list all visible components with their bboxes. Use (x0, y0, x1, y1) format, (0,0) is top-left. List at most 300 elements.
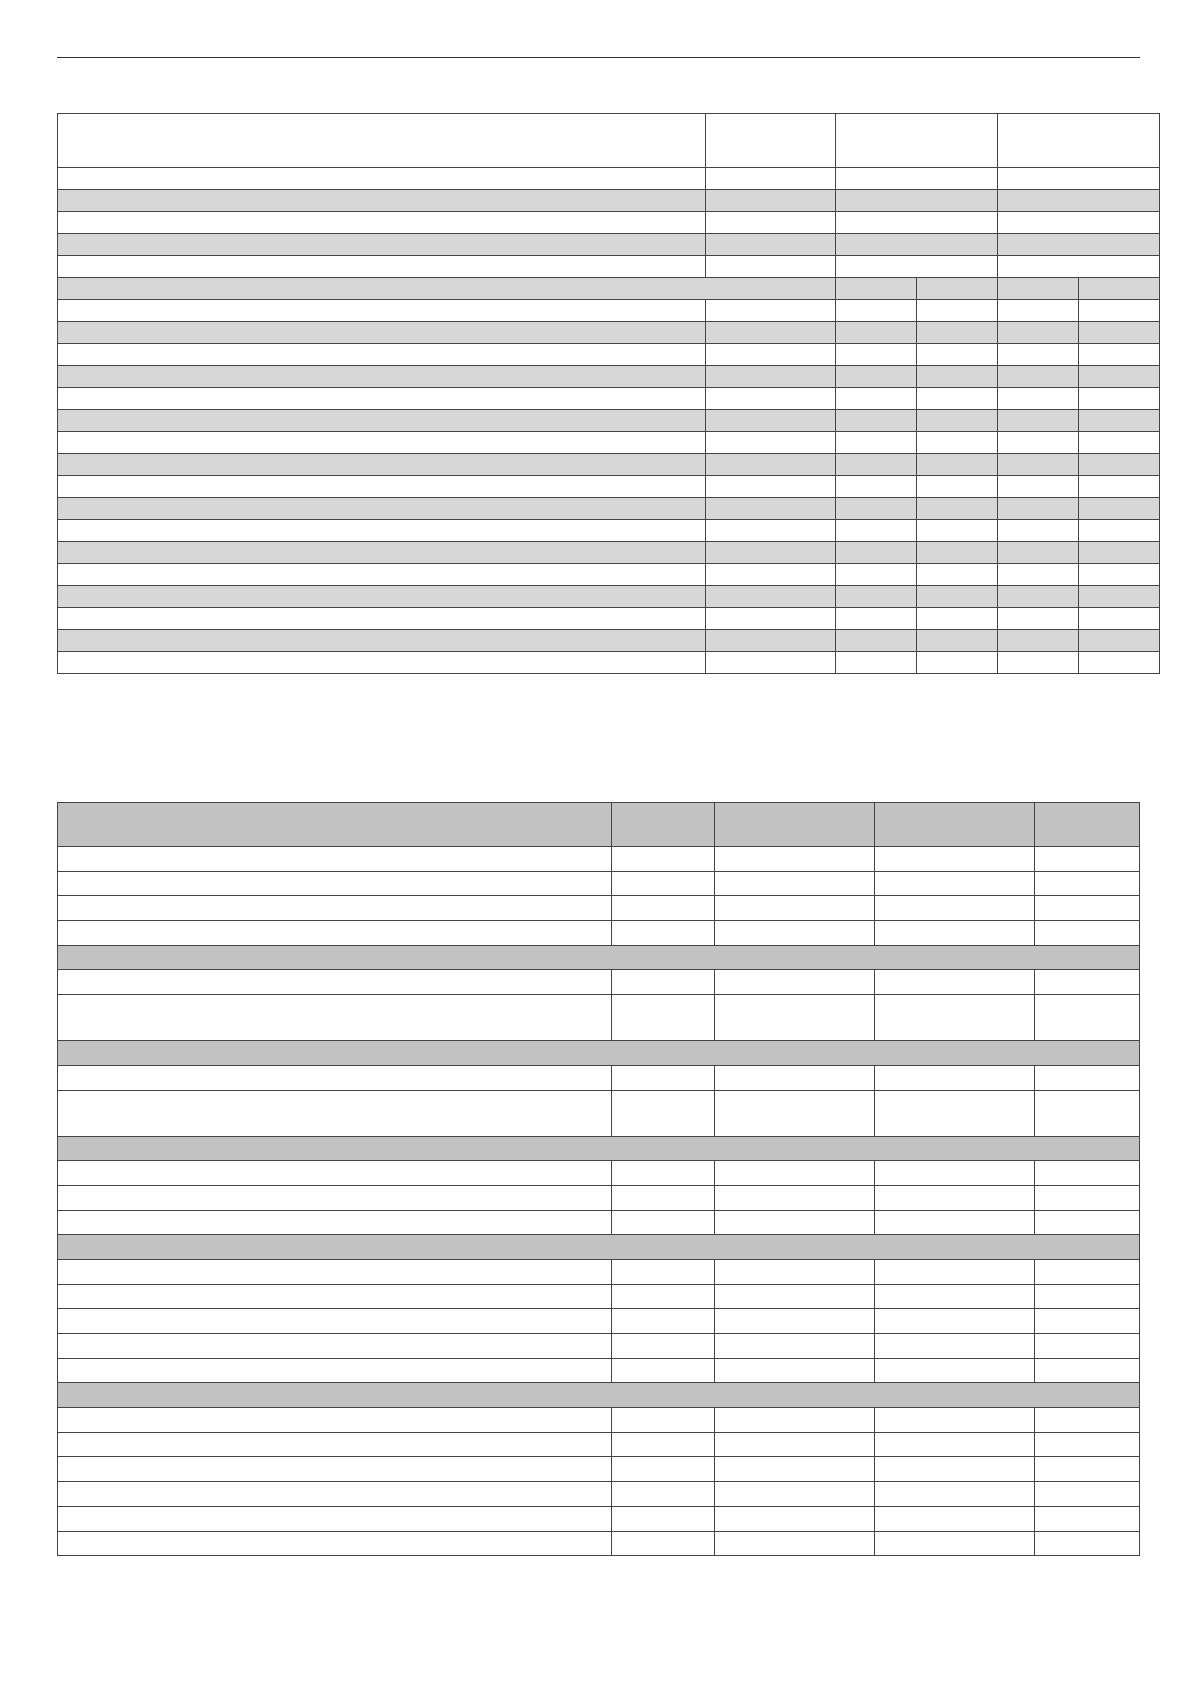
table-cell (715, 871, 875, 896)
table-cell (917, 300, 998, 322)
table-row (58, 564, 1160, 586)
table-cell (836, 300, 917, 322)
table-row (58, 1358, 1140, 1383)
table-cell (836, 344, 917, 366)
table-cell (58, 970, 612, 995)
section-title (58, 1136, 1140, 1161)
table-cell (1035, 1432, 1140, 1457)
table-cell (715, 1408, 875, 1433)
table-row (58, 847, 1140, 872)
table-cell (875, 847, 1035, 872)
table-cell (1035, 1259, 1140, 1284)
header-cell (706, 114, 836, 168)
table-cell (706, 344, 836, 366)
table-cell (875, 1531, 1035, 1556)
table-cell (917, 454, 998, 476)
table-cell (706, 630, 836, 652)
table-cell (715, 921, 875, 946)
table-cell (917, 366, 998, 388)
table-row (58, 608, 1160, 630)
table-cell (706, 322, 836, 344)
table-cell (875, 896, 1035, 921)
table-cell (917, 432, 998, 454)
table-row (58, 970, 1140, 995)
table-row (58, 168, 1160, 190)
table-cell (58, 1531, 612, 1556)
table-row (58, 1210, 1140, 1235)
table-cell (998, 454, 1079, 476)
table-cell (836, 212, 998, 234)
table-row (58, 652, 1160, 674)
table-cell (715, 896, 875, 921)
header-cell (58, 114, 706, 168)
table-cell (715, 1161, 875, 1186)
table-row (58, 388, 1160, 410)
table-cell (58, 1185, 612, 1210)
table-cell (875, 921, 1035, 946)
table-cell (58, 995, 612, 1041)
table-cell (917, 608, 998, 630)
header-cell (715, 803, 875, 847)
table-cell (998, 432, 1079, 454)
table-row (58, 498, 1160, 520)
table-cell (706, 234, 836, 256)
table-cell (1035, 1210, 1140, 1235)
table-cell (58, 1065, 612, 1090)
table-cell (58, 896, 612, 921)
table-cell (706, 542, 836, 564)
subheader-cell (836, 278, 917, 300)
table-2-header-row (58, 803, 1140, 847)
table-cell (58, 586, 706, 608)
table-cell (58, 652, 706, 674)
table-cell (836, 564, 917, 586)
table-cell (58, 212, 706, 234)
table-cell (612, 1259, 715, 1284)
table-cell (612, 847, 715, 872)
table-cell (715, 1309, 875, 1334)
section-header-row (58, 1383, 1140, 1408)
table-cell (998, 630, 1079, 652)
table-cell (998, 234, 1160, 256)
table-cell (875, 1482, 1035, 1507)
table-row (58, 1065, 1140, 1090)
table-row (58, 476, 1160, 498)
table-cell (1035, 1482, 1140, 1507)
table-cell (1035, 921, 1140, 946)
table-cell (612, 1482, 715, 1507)
table-cell (998, 608, 1079, 630)
table-row (58, 1506, 1140, 1531)
table-cell (917, 630, 998, 652)
table-row (58, 1259, 1140, 1284)
table-row (58, 1284, 1140, 1309)
table-cell (706, 586, 836, 608)
table-cell (612, 1185, 715, 1210)
header-cell (58, 803, 612, 847)
section-header-row (58, 1136, 1140, 1161)
table-cell (1079, 630, 1160, 652)
table-cell (706, 190, 836, 212)
table-row (58, 300, 1160, 322)
table-cell (875, 995, 1035, 1041)
table-cell (612, 1432, 715, 1457)
table-cell (58, 520, 706, 542)
table-cell (58, 1090, 612, 1136)
section-title (58, 1041, 1140, 1066)
table-cell (875, 1065, 1035, 1090)
table-cell (917, 498, 998, 520)
table-cell (706, 256, 836, 278)
table-row (58, 995, 1140, 1041)
table-cell (706, 652, 836, 674)
table-cell (1035, 1358, 1140, 1383)
table-cell (1035, 1309, 1140, 1334)
table-cell (58, 432, 706, 454)
table-cell (875, 1358, 1035, 1383)
table-cell (715, 1506, 875, 1531)
table-cell (1079, 344, 1160, 366)
table-cell (836, 234, 998, 256)
table-cell (1079, 586, 1160, 608)
table-cell (836, 586, 917, 608)
table-cell (715, 1284, 875, 1309)
table-cell (58, 1358, 612, 1383)
table-row (58, 1090, 1140, 1136)
table-cell (58, 630, 706, 652)
table-row (58, 1161, 1140, 1186)
table-cell (998, 498, 1079, 520)
table-cell (1079, 388, 1160, 410)
table-cell (706, 168, 836, 190)
table-cell (1035, 847, 1140, 872)
table-cell (58, 921, 612, 946)
table-cell (836, 498, 917, 520)
table-cell (706, 212, 836, 234)
section-title (58, 1235, 1140, 1260)
table-row (58, 630, 1160, 652)
table-row (58, 1432, 1140, 1457)
table-cell (58, 1432, 612, 1457)
table-cell (58, 476, 706, 498)
table-cell (58, 300, 706, 322)
table-cell (875, 1185, 1035, 1210)
table-cell (917, 652, 998, 674)
table-cell (1035, 1334, 1140, 1359)
table-cell (1079, 454, 1160, 476)
table-cell (836, 608, 917, 630)
table-row (58, 212, 1160, 234)
table-cell (715, 1334, 875, 1359)
table-cell (836, 542, 917, 564)
table-cell (875, 1457, 1035, 1482)
table-cell (715, 1065, 875, 1090)
table-row (58, 322, 1160, 344)
table-cell (58, 498, 706, 520)
table-cell (1079, 432, 1160, 454)
table-cell (1035, 1531, 1140, 1556)
header-cell (998, 114, 1160, 168)
table-cell (1035, 1457, 1140, 1482)
table-row (58, 1482, 1140, 1507)
table-cell (1079, 498, 1160, 520)
table-cell (875, 1432, 1035, 1457)
table-cell (58, 1334, 612, 1359)
table-cell (1035, 995, 1140, 1041)
table-cell (998, 366, 1079, 388)
section-header-row (58, 945, 1140, 970)
table-cell (715, 970, 875, 995)
table-cell (1035, 896, 1140, 921)
section-header-row (58, 1041, 1140, 1066)
table-cell (715, 1531, 875, 1556)
table-row (58, 921, 1140, 946)
table-cell (1079, 608, 1160, 630)
table-cell (917, 564, 998, 586)
table-cell (612, 1358, 715, 1383)
section-title (58, 945, 1140, 970)
table-cell (998, 476, 1079, 498)
table-cell (706, 432, 836, 454)
table-cell (917, 322, 998, 344)
table-row (58, 256, 1160, 278)
table-cell (612, 1161, 715, 1186)
table-1-subheader-row (58, 278, 1160, 300)
table-cell (58, 1284, 612, 1309)
table-cell (1035, 1065, 1140, 1090)
table-row (58, 586, 1160, 608)
table-cell (836, 652, 917, 674)
table-row (58, 190, 1160, 212)
table-cell (917, 344, 998, 366)
table-cell (1035, 1090, 1140, 1136)
section-header-row (58, 1235, 1140, 1260)
table-cell (875, 1161, 1035, 1186)
table-cell (917, 542, 998, 564)
table-row (58, 1457, 1140, 1482)
table-cell (875, 1334, 1035, 1359)
table-cell (1035, 1408, 1140, 1433)
table-cell (917, 476, 998, 498)
table-cell (1079, 564, 1160, 586)
table-cell (706, 300, 836, 322)
table-cell (998, 322, 1079, 344)
table-cell (998, 586, 1079, 608)
table-cell (998, 564, 1079, 586)
table-cell (998, 212, 1160, 234)
table-cell (706, 454, 836, 476)
table-cell (836, 322, 917, 344)
table-cell (836, 366, 917, 388)
table-cell (875, 1090, 1035, 1136)
table-cell (917, 388, 998, 410)
table-cell (58, 1408, 612, 1433)
table-1 (57, 113, 1160, 674)
table-cell (998, 168, 1160, 190)
table-row (58, 1185, 1140, 1210)
table-cell (706, 520, 836, 542)
table-cell (998, 388, 1079, 410)
table-cell (1035, 1506, 1140, 1531)
table-cell (836, 476, 917, 498)
table-cell (58, 542, 706, 564)
section-title (58, 1383, 1140, 1408)
table-cell (612, 921, 715, 946)
table-cell (706, 608, 836, 630)
subheader-cell (58, 278, 836, 300)
table-cell (612, 1457, 715, 1482)
header-cell (836, 114, 998, 168)
table-cell (58, 1457, 612, 1482)
table-cell (998, 344, 1079, 366)
table-cell (706, 498, 836, 520)
table-cell (58, 234, 706, 256)
table-cell (715, 1482, 875, 1507)
table-cell (58, 1259, 612, 1284)
table-cell (612, 1065, 715, 1090)
table-cell (836, 630, 917, 652)
top-rule (57, 57, 1140, 58)
table-row (58, 871, 1140, 896)
table-cell (612, 1284, 715, 1309)
table-cell (875, 871, 1035, 896)
table-cell (1035, 1161, 1140, 1186)
table-cell (998, 410, 1079, 432)
table-cell (715, 1259, 875, 1284)
table-cell (58, 564, 706, 586)
table-cell (58, 1482, 612, 1507)
table-cell (998, 256, 1160, 278)
table-cell (875, 1408, 1035, 1433)
table-cell (1035, 1284, 1140, 1309)
table-cell (58, 344, 706, 366)
table-cell (58, 366, 706, 388)
table-cell (715, 995, 875, 1041)
table-cell (706, 476, 836, 498)
table-cell (1079, 300, 1160, 322)
table-row (58, 520, 1160, 542)
table-row (58, 1408, 1140, 1433)
table-cell (1035, 970, 1140, 995)
table-cell (58, 847, 612, 872)
table-cell (715, 1457, 875, 1482)
table-cell (58, 410, 706, 432)
table-cell (917, 410, 998, 432)
subheader-cell (1079, 278, 1160, 300)
table-cell (612, 1090, 715, 1136)
table-cell (1079, 520, 1160, 542)
table-cell (715, 1090, 875, 1136)
subheader-cell (998, 278, 1079, 300)
table-1-header-row (58, 114, 1160, 168)
table-row (58, 432, 1160, 454)
table-row (58, 344, 1160, 366)
table-cell (836, 432, 917, 454)
table-cell (998, 190, 1160, 212)
table-cell (1079, 322, 1160, 344)
table-cell (836, 190, 998, 212)
table-cell (715, 847, 875, 872)
table-cell (612, 1531, 715, 1556)
table-cell (612, 970, 715, 995)
table-cell (715, 1185, 875, 1210)
table-cell (875, 1259, 1035, 1284)
table-cell (612, 1334, 715, 1359)
table-cell (836, 454, 917, 476)
table-row (58, 234, 1160, 256)
table-cell (58, 608, 706, 630)
table-cell (715, 1210, 875, 1235)
table-2 (57, 802, 1140, 1556)
table-cell (836, 388, 917, 410)
table-cell (58, 1506, 612, 1531)
table-cell (612, 871, 715, 896)
table-cell (875, 1309, 1035, 1334)
table-cell (1079, 542, 1160, 564)
subheader-cell (917, 278, 998, 300)
header-cell (1035, 803, 1140, 847)
table-cell (836, 410, 917, 432)
table-cell (612, 1210, 715, 1235)
table-cell (875, 1284, 1035, 1309)
table-cell (998, 300, 1079, 322)
table-cell (706, 388, 836, 410)
table-cell (612, 1506, 715, 1531)
table-row (58, 542, 1160, 564)
table-row (58, 366, 1160, 388)
table-cell (58, 388, 706, 410)
table-cell (58, 256, 706, 278)
table-cell (58, 871, 612, 896)
header-cell (875, 803, 1035, 847)
table-cell (58, 1161, 612, 1186)
table-cell (998, 652, 1079, 674)
table-cell (1035, 1185, 1140, 1210)
table-cell (1079, 476, 1160, 498)
table-cell (706, 366, 836, 388)
table-row (58, 410, 1160, 432)
table-cell (715, 1432, 875, 1457)
table-cell (58, 454, 706, 476)
table-cell (1079, 410, 1160, 432)
table-cell (1035, 871, 1140, 896)
table-cell (58, 322, 706, 344)
table-cell (917, 586, 998, 608)
table-row (58, 1334, 1140, 1359)
table-cell (917, 520, 998, 542)
table-cell (715, 1358, 875, 1383)
table-cell (875, 970, 1035, 995)
header-cell (612, 803, 715, 847)
table-row (58, 896, 1140, 921)
table-row (58, 1309, 1140, 1334)
table-cell (58, 168, 706, 190)
table-cell (875, 1210, 1035, 1235)
table-cell (706, 410, 836, 432)
table-cell (998, 520, 1079, 542)
table-cell (612, 1408, 715, 1433)
table-cell (58, 1309, 612, 1334)
table-row (58, 1531, 1140, 1556)
table-cell (836, 168, 998, 190)
table-cell (1079, 366, 1160, 388)
table-cell (612, 995, 715, 1041)
table-cell (1079, 652, 1160, 674)
table-cell (58, 1210, 612, 1235)
table-cell (836, 520, 917, 542)
table-cell (706, 564, 836, 586)
table-row (58, 454, 1160, 476)
